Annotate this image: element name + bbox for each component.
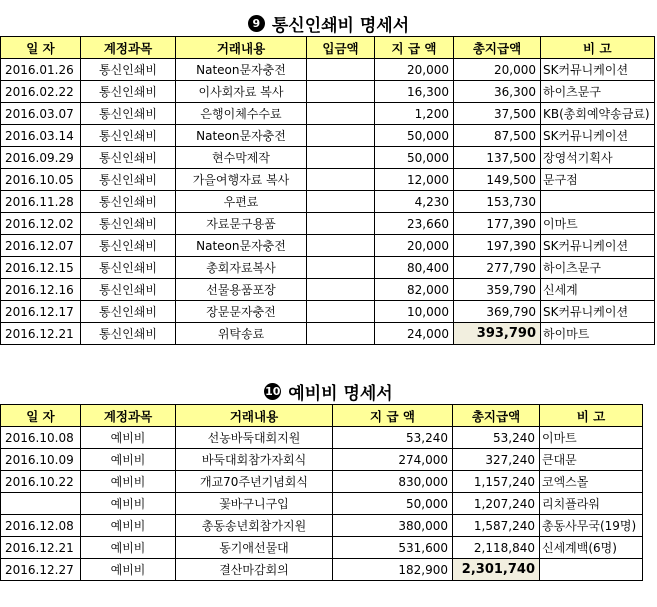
section1-title-text: 통신인쇄비 명세서 [271, 15, 410, 36]
cell-account: 통신인쇄비 [81, 235, 176, 257]
cell-deposit [307, 169, 375, 191]
cell-total: 177,390 [454, 213, 541, 235]
cell-payment: 12,000 [375, 169, 454, 191]
cell-date: 2016.11.28 [1, 191, 81, 213]
cell-payment: 80,400 [375, 257, 454, 279]
cell-date: 2016.12.27 [1, 559, 81, 581]
cell-note: 이마트 [540, 427, 643, 449]
table-row [1, 449, 643, 471]
cell-desc: Nateon문자충전 [176, 235, 307, 257]
cell-payment: 830,000 [333, 471, 453, 493]
table-row [1, 169, 655, 191]
cell-desc: 은행이체수수료 [176, 103, 307, 125]
cell-payment: 23,660 [375, 213, 454, 235]
cell-total: 36,300 [454, 81, 541, 103]
cell-note: SK커뮤니케이션 [541, 59, 655, 81]
cell-date: 2016.12.08 [1, 515, 81, 537]
cell-account: 통신인쇄비 [81, 81, 176, 103]
cell-date: 2016.10.08 [1, 427, 81, 449]
cell-desc: 가을여행자료 복사 [176, 169, 307, 191]
cell-deposit [307, 59, 375, 81]
header-note: 비 고 [540, 405, 643, 427]
header-date: 일 자 [1, 405, 81, 427]
cell-note [541, 191, 655, 213]
table-header-row [1, 405, 643, 427]
section2-title [0, 377, 657, 405]
cell-payment: 10,000 [375, 301, 454, 323]
header-date: 일 자 [1, 37, 81, 59]
cell-date: 2016.12.02 [1, 213, 81, 235]
table-row [1, 471, 643, 493]
cell-payment: 53,240 [333, 427, 453, 449]
cell-note [540, 559, 643, 581]
cell-deposit [307, 301, 375, 323]
table-row [1, 427, 643, 449]
table-header-row [1, 37, 655, 59]
cell-total: 327,240 [453, 449, 540, 471]
cell-date: 2016.12.21 [1, 323, 81, 345]
cell-account: 통신인쇄비 [81, 323, 176, 345]
cell-date: 2016.12.17 [1, 301, 81, 323]
cell-payment: 20,000 [375, 59, 454, 81]
table-row [1, 103, 655, 125]
cell-date: 2016.10.22 [1, 471, 81, 493]
cell-desc: 위탁송료 [176, 323, 307, 345]
cell-note: SK커뮤니케이션 [541, 125, 655, 147]
cell-total: 87,500 [454, 125, 541, 147]
table-row [1, 323, 655, 345]
cell-deposit [307, 213, 375, 235]
section2-title-text: 예비비 명세서 [288, 383, 393, 404]
cell-total: 1,157,240 [453, 471, 540, 493]
cell-note: 하이츠문구 [541, 257, 655, 279]
cell-note: SK커뮤니케이션 [541, 235, 655, 257]
cell-deposit [307, 125, 375, 147]
cell-account: 통신인쇄비 [81, 59, 176, 81]
cell-desc: Nateon문자충전 [176, 125, 307, 147]
cell-date: 2016.09.29 [1, 147, 81, 169]
cell-note: 문구점 [541, 169, 655, 191]
cell-desc: 동기애선물대 [176, 537, 333, 559]
header-note: 비 고 [541, 37, 655, 59]
cell-date: 2016.10.09 [1, 449, 81, 471]
cell-account: 통신인쇄비 [81, 257, 176, 279]
cell-desc: 이사회자료 복사 [176, 81, 307, 103]
table-row [1, 235, 655, 257]
cell-payment: 20,000 [375, 235, 454, 257]
cell-account: 예비비 [81, 471, 176, 493]
header-deposit: 입금액 [307, 37, 375, 59]
cell-payment: 50,000 [375, 125, 454, 147]
cell-total: 197,390 [454, 235, 541, 257]
reserve-fund-table [0, 404, 643, 581]
cell-account: 예비비 [81, 537, 176, 559]
cell-date: 2016.03.14 [1, 125, 81, 147]
cell-total: 20,000 [454, 59, 541, 81]
cell-note: 신세계백(6명) [540, 537, 643, 559]
header-payment: 지 급 액 [375, 37, 454, 59]
cell-desc: 선농바둑대회지원 [176, 427, 333, 449]
cell-desc: 꽃바구니구입 [176, 493, 333, 515]
cell-payment: 50,000 [333, 493, 453, 515]
cell-note: 큰대문 [540, 449, 643, 471]
table-row [1, 559, 643, 581]
cell-account: 통신인쇄비 [81, 213, 176, 235]
cell-date: 2016.10.05 [1, 169, 81, 191]
cell-deposit [307, 235, 375, 257]
cell-account: 통신인쇄비 [81, 125, 176, 147]
cell-payment: 16,300 [375, 81, 454, 103]
cell-note: KB(총회예약송금료) [541, 103, 655, 125]
cell-date: 2016.12.07 [1, 235, 81, 257]
table-row [1, 59, 655, 81]
table-row [1, 493, 643, 515]
cell-note: 리치플라워 [540, 493, 643, 515]
cell-payment: 531,600 [333, 537, 453, 559]
cell-desc: 바둑대회참가자회식 [176, 449, 333, 471]
cell-payment: 1,200 [375, 103, 454, 125]
header-account: 계정과목 [81, 405, 176, 427]
cell-payment: 82,000 [375, 279, 454, 301]
cell-note: 신세계 [541, 279, 655, 301]
table-row [1, 515, 643, 537]
header-description: 거래내용 [176, 37, 307, 59]
cell-payment: 380,000 [333, 515, 453, 537]
cell-account: 예비비 [81, 449, 176, 471]
cell-note: 하이마트 [541, 323, 655, 345]
cell-total: 393,790 [454, 323, 541, 345]
cell-total: 2,118,840 [453, 537, 540, 559]
cell-desc: 총회자료복사 [176, 257, 307, 279]
cell-note: 장영석기획사 [541, 147, 655, 169]
cell-desc: 현수막제작 [176, 147, 307, 169]
cell-account: 예비비 [81, 493, 176, 515]
cell-payment: 182,900 [333, 559, 453, 581]
table-row [1, 537, 643, 559]
cell-account: 통신인쇄비 [81, 169, 176, 191]
header-total: 총지급액 [453, 405, 540, 427]
cell-note: 하이츠문구 [541, 81, 655, 103]
table-row [1, 279, 655, 301]
cell-date: 2016.03.07 [1, 103, 81, 125]
cell-desc: Nateon문자충전 [176, 59, 307, 81]
table-row [1, 257, 655, 279]
cell-desc: 장문문자충전 [176, 301, 307, 323]
cell-deposit [307, 81, 375, 103]
cell-note: 코엑스몰 [540, 471, 643, 493]
cell-desc: 자료문구용품 [176, 213, 307, 235]
cell-date: 2016.12.21 [1, 537, 81, 559]
cell-account: 예비비 [81, 515, 176, 537]
header-account: 계정과목 [81, 37, 176, 59]
header-description: 거래내용 [176, 405, 333, 427]
cell-account: 예비비 [81, 427, 176, 449]
cell-total: 137,500 [454, 147, 541, 169]
cell-total: 369,790 [454, 301, 541, 323]
cell-account: 통신인쇄비 [81, 279, 176, 301]
cell-total: 1,587,240 [453, 515, 540, 537]
table-row [1, 301, 655, 323]
table-row [1, 191, 655, 213]
section2-number-badge: 10 [265, 384, 281, 398]
cell-payment: 24,000 [375, 323, 454, 345]
cell-desc: 우편료 [176, 191, 307, 213]
cell-date: 2016.12.15 [1, 257, 81, 279]
cell-account: 통신인쇄비 [81, 147, 176, 169]
cell-note: SK커뮤니케이션 [541, 301, 655, 323]
section1-number-badge: 9 [248, 15, 265, 32]
section1-title [0, 9, 657, 37]
cell-deposit [307, 103, 375, 125]
cell-total: 359,790 [454, 279, 541, 301]
table-row [1, 213, 655, 235]
cell-deposit [307, 191, 375, 213]
cell-deposit [307, 257, 375, 279]
cell-note: 이마트 [541, 213, 655, 235]
cell-total: 277,790 [454, 257, 541, 279]
cell-total: 149,500 [454, 169, 541, 191]
cell-account: 통신인쇄비 [81, 103, 176, 125]
cell-date: 2016.12.16 [1, 279, 81, 301]
cell-desc: 결산마감회의 [176, 559, 333, 581]
cell-date: 2016.01.26 [1, 59, 81, 81]
cell-date [1, 493, 81, 515]
cell-total: 2,301,740 [453, 559, 540, 581]
cell-payment: 4,230 [375, 191, 454, 213]
communication-expense-table [0, 36, 655, 345]
cell-account: 통신인쇄비 [81, 301, 176, 323]
header-payment: 지 급 액 [333, 405, 453, 427]
cell-deposit [307, 147, 375, 169]
header-total: 총지급액 [454, 37, 541, 59]
cell-desc: 총동송년회참가지원 [176, 515, 333, 537]
cell-total: 53,240 [453, 427, 540, 449]
cell-payment: 50,000 [375, 147, 454, 169]
cell-deposit [307, 323, 375, 345]
table-row [1, 125, 655, 147]
cell-desc: 개교70주년기념회식 [176, 471, 333, 493]
cell-total: 1,207,240 [453, 493, 540, 515]
cell-deposit [307, 279, 375, 301]
cell-total: 153,730 [454, 191, 541, 213]
cell-payment: 274,000 [333, 449, 453, 471]
cell-account: 예비비 [81, 559, 176, 581]
cell-note: 총동사무국(19명) [540, 515, 643, 537]
cell-total: 37,500 [454, 103, 541, 125]
cell-account: 통신인쇄비 [81, 191, 176, 213]
cell-desc: 선물용품포장 [176, 279, 307, 301]
table-row [1, 147, 655, 169]
cell-date: 2016.02.22 [1, 81, 81, 103]
table-row [1, 81, 655, 103]
